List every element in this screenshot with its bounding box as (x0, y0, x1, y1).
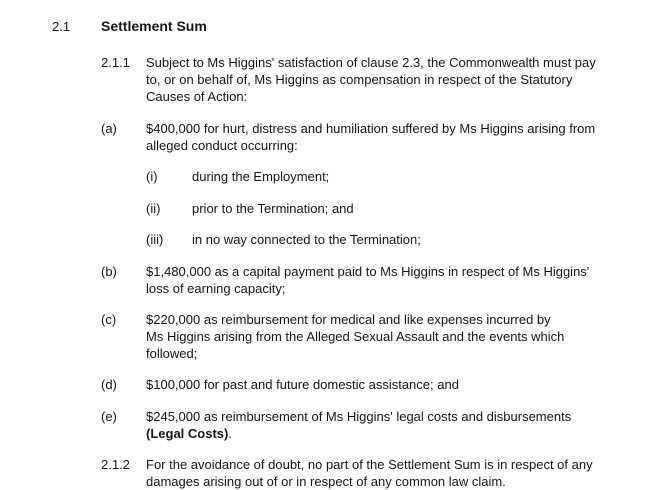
clause-2-1-2-line: damages arising out of or in respect of any common law claim. (146, 474, 506, 489)
item-e-text (146, 408, 616, 442)
subitem-iii-text: in no way connected to the Termination; (192, 232, 421, 247)
subitem-ii-label: (ii) (146, 201, 161, 216)
item-e-line: $245,000 as reimbursement of Ms Higgins' legal costs and disbursements (146, 409, 572, 424)
item-d-text: $100,000 for past and future domestic assistance; and (146, 377, 459, 392)
section-number: 2.1 (52, 19, 71, 34)
item-b-line: $1,480,000 as a capital payment paid to Ms Higgins in respect of Ms Higgins' (146, 264, 590, 279)
subitem-i-label: (i) (146, 169, 158, 184)
clause-2-1-2-text (146, 456, 616, 490)
section-title: Settlement Sum (101, 18, 207, 34)
item-a-line: $400,000 for hurt, distress and humiliation suffered by Ms Higgins arising from (146, 121, 596, 136)
clause-2-1-1-text (146, 54, 616, 105)
item-d-label: (d) (101, 377, 117, 392)
subitem-ii-text: prior to the Termination; and (192, 201, 354, 216)
item-b-label: (b) (101, 264, 117, 279)
item-c-line: $220,000 as reimbursement for medical and like expenses incurred by (146, 312, 551, 327)
item-c-text (146, 311, 616, 362)
clause-2-1-1-line: Subject to Ms Higgins' satisfaction of clause 2.3, the Commonwealth must pay (146, 55, 596, 70)
item-c-line: Ms Higgins arising from the Alleged Sexual Assault and the events which (146, 329, 565, 344)
subitem-i-text: during the Employment; (192, 169, 330, 184)
item-e-label: (e) (101, 409, 117, 424)
item-a-label: (a) (101, 121, 117, 136)
clause-2-1-1-line: Causes of Action: (146, 89, 248, 104)
clause-2-1-1-line: to, or on behalf of, Ms Higgins as compensation in respect of the Statutory (146, 72, 573, 87)
item-e-line-2 (146, 425, 616, 442)
item-b-line: loss of earning capacity; (146, 281, 286, 296)
clause-number-2-1-1: 2.1.1 (101, 55, 130, 70)
item-c-line: followed; (146, 346, 198, 361)
clause-number-2-1-2: 2.1.2 (101, 457, 130, 472)
item-e-term-suffix: . (228, 426, 232, 441)
clause-2-1-2-line: For the avoidance of doubt, no part of the Settlement Sum is in respect of any (146, 457, 593, 472)
defined-term-legal-costs: (Legal Costs) (146, 426, 229, 441)
subitem-iii-label: (iii) (146, 232, 164, 247)
item-a-text (146, 120, 616, 154)
item-c-label: (c) (101, 312, 117, 327)
item-a-line: alleged conduct occurring: (146, 138, 298, 153)
item-b-text (146, 263, 616, 297)
